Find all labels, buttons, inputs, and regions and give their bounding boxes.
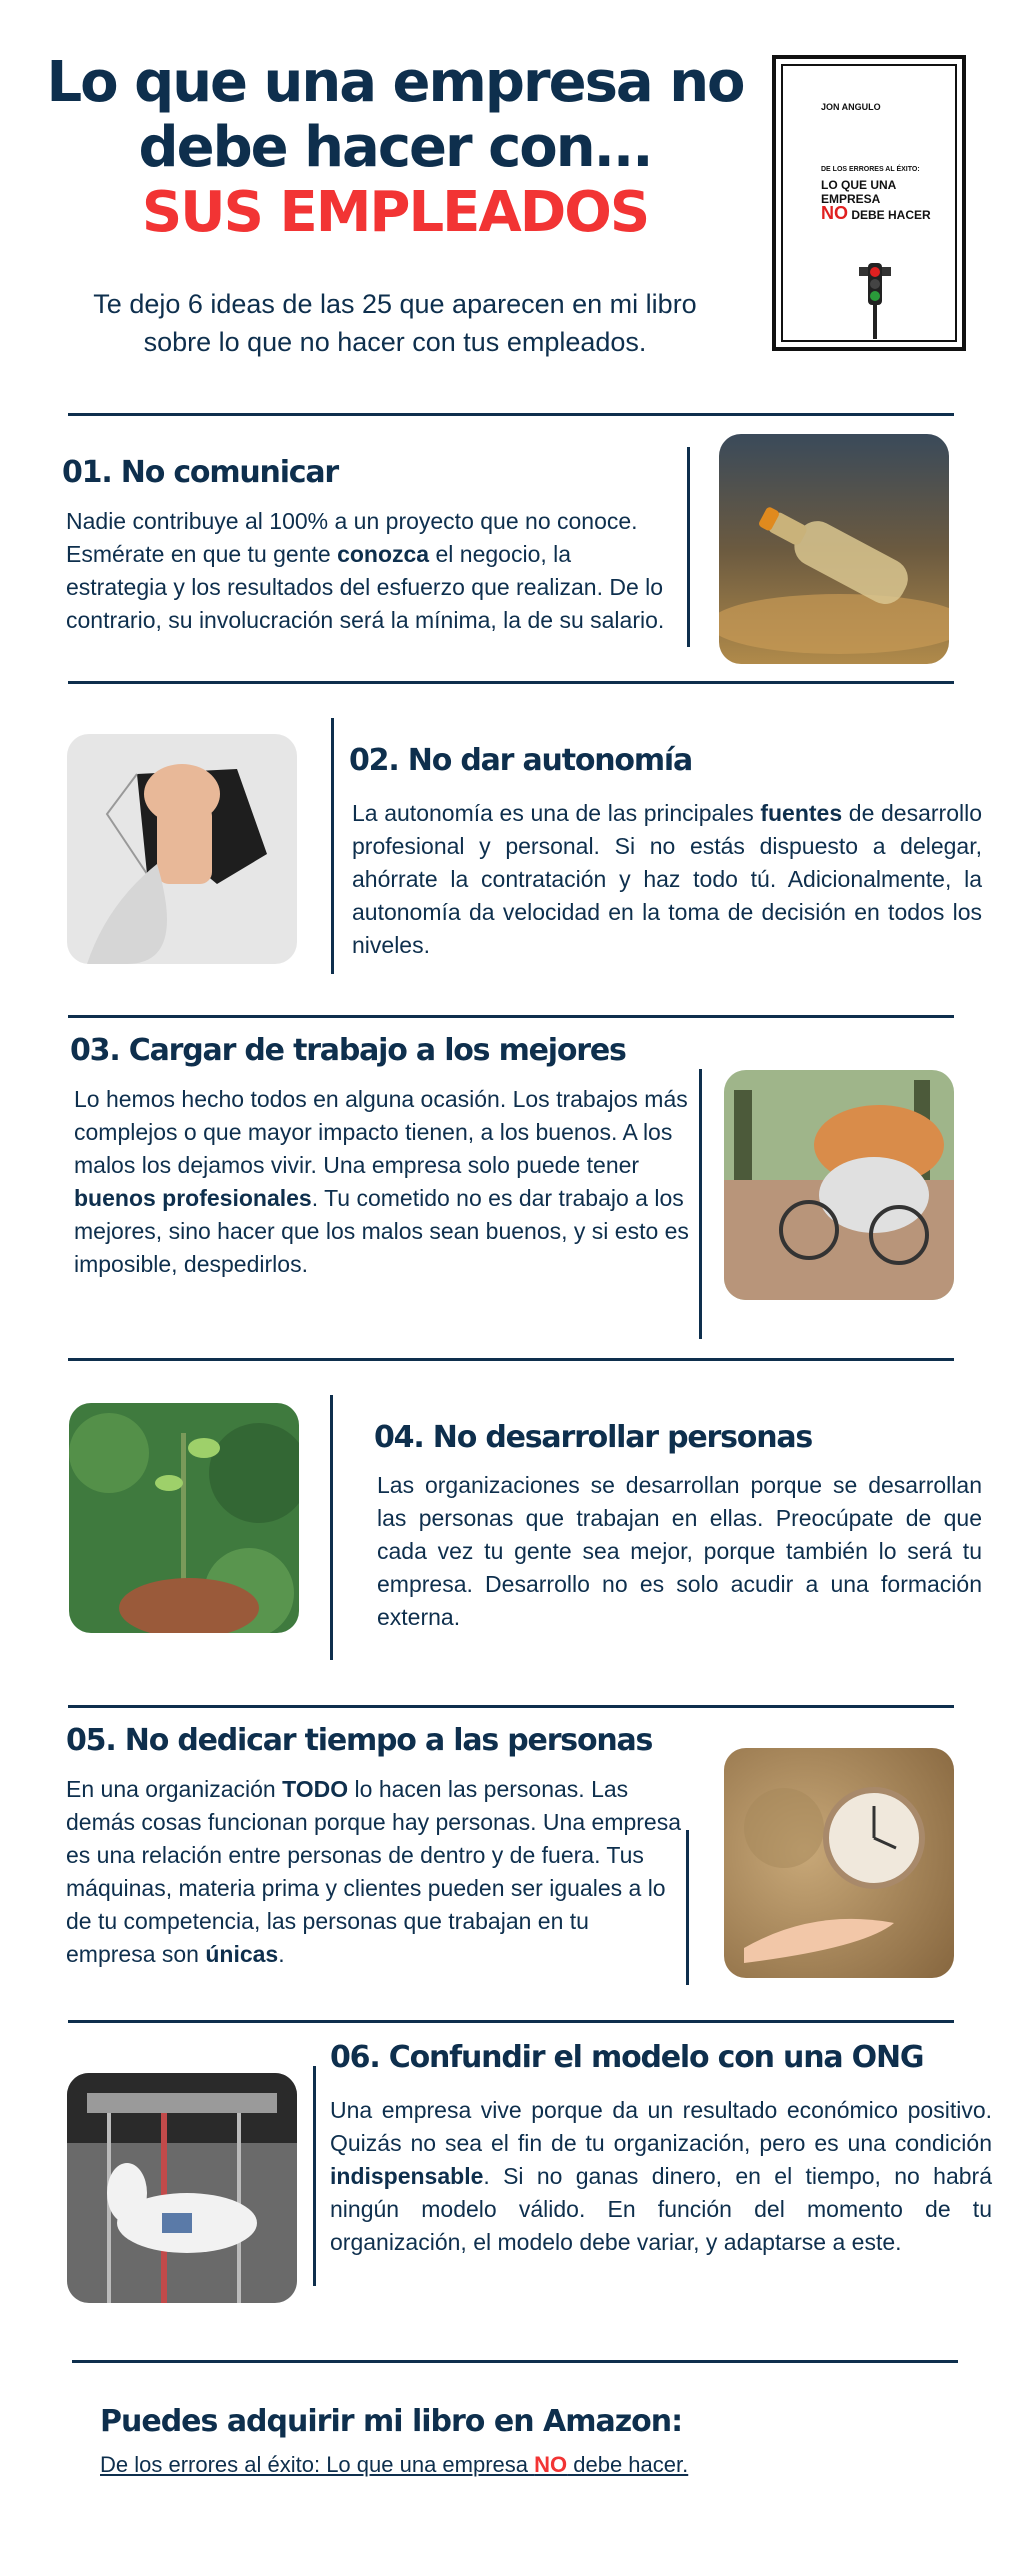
book-title-line-2: DEBE HACER [851,208,931,222]
section-4-body [377,1469,982,1634]
link-text-after: debe hacer. [567,2452,689,2477]
section-2-title: 02. No dar autonomía [349,743,693,778]
traffic-light-icon [858,261,892,341]
emphasis-text: fuentes [760,800,843,826]
body-text: En una organización [66,1776,283,1802]
divider [68,413,954,416]
book-title-no: NO [821,203,848,223]
book-title-line-1: LO QUE UNA EMPRESA [821,178,896,206]
page-subtitle: Te dejo 6 ideas de las 25 que aparecen en mi libro sobre lo que no hacer con tus empleados. [93,289,697,357]
body-text: Nadie contribuye al 100% a un proyecto que no conoce. Esmérate en que tu gente [66,508,638,567]
body-text: . [278,1941,285,1967]
overloaded-bicycle-image [724,1070,954,1300]
title-line-3: SUS EMPLEADOS [141,180,649,245]
page-title [40,50,750,245]
body-text: La autonomía es una de las principales [352,800,761,826]
hand-holding-clock-image [724,1748,954,1978]
body-text: Una empresa vive porque da un resultado económico positivo. Quizás no sea el fin de tu organización, pero es una condición [330,2097,992,2156]
book-pretitle: DE LOS ERRORES AL ÉXITO: [821,166,920,173]
section-6-title: 06. Confundir el modelo con una ONG [330,2040,924,2075]
link-text-before: De los errores al éxito: Lo que una empresa [100,2452,535,2477]
body-text: Lo hemos hecho todos en alguna ocasión. Los trabajos más complejos o que mayor impacto tienen, a los buenos. A los malos los dejamos vivir. Una empresa solo puede tener [74,1086,688,1178]
divider [686,1830,689,1985]
body-text: el negocio, la estrategia y los resultados del esfuerzo que realizan. De lo contrario, su involucración será la mínima, la de su salario. [66,541,665,633]
sprouting-plant-image [69,1403,299,1633]
section-5-title: 05. No dedicar tiempo a las personas [66,1723,653,1758]
divider [68,1705,954,1708]
emphasis-text: indispensable [330,2163,484,2189]
section-4-title: 04. No desarrollar personas [374,1420,813,1455]
title-line-1: Lo que una empresa no [46,50,744,115]
emphasis-text: TODO [282,1776,349,1802]
section-5-body [66,1773,681,1971]
section-6-body [330,2094,992,2259]
divider [72,2360,958,2363]
emphasis-text: únicas [205,1941,279,1967]
fist-breaking-wall-image [67,734,297,964]
section-1-title: 01. No comunicar [62,455,339,490]
divider [68,681,954,684]
link-text-no: NO [534,2452,568,2477]
book-author: JON ANGULO [821,102,881,112]
divider [331,718,334,974]
title-line-2: debe hacer con... [138,115,652,180]
divider [313,2066,316,2286]
section-2-body [352,797,982,962]
section-3-body [74,1083,689,1281]
divider [68,1358,954,1361]
divider [68,1015,954,1018]
divider [330,1395,333,1660]
divider [687,447,690,647]
emphasis-text: conozca [337,541,430,567]
book-title [821,178,951,222]
amazon-book-link[interactable] [100,2452,688,2478]
bottle-on-beach-image [719,434,949,664]
emphasis-text: buenos profesionales [74,1185,312,1211]
carousel-horses-image [67,2073,297,2303]
body-text: Las organizaciones se desarrollan porque se desarrollan las personas que trabajan en ellas. Preocúpate de que cada vez tu gente sea mejor, porque también lo será tu empresa. Desarrollo no es solo acudir a una formación externa. [377,1472,982,1630]
body-text: de desarrollo profesional y personal. Si no estás dispuesto a delegar, ahórrate la contratación y haz todo tú. Adicionalmente, la autonomía da velocidad en la toma de decisión en todos los niveles. [352,800,982,958]
divider [68,2020,954,2023]
book-cover [772,55,966,351]
section-1-body [66,505,666,637]
section-3-title: 03. Cargar de trabajo a los mejores [70,1033,626,1068]
body-text: lo hacen las personas. Las demás cosas funcionan porque hay personas. Una empresa es una relación entre personas de dentro y de fuera. Tus máquinas, materia prima y clientes pueden ser iguales a lo de tu competencia, las personas que trabajan en tu empresa son [66,1776,681,1967]
body-text: . Si no ganas dinero, en el tiempo, no habrá ningún modelo válido. En función del momento de tu organización, el modelo debe variar, y adaptarse a este. [330,2163,992,2255]
body-text: . Tu cometido no es dar trabajo a los mejores, sino hacer que los malos sean buenos, y si esto es imposible, despedirlos. [74,1185,689,1277]
divider [699,1069,702,1339]
footer-title: Puedes adquirir mi libro en Amazon: [100,2404,683,2439]
